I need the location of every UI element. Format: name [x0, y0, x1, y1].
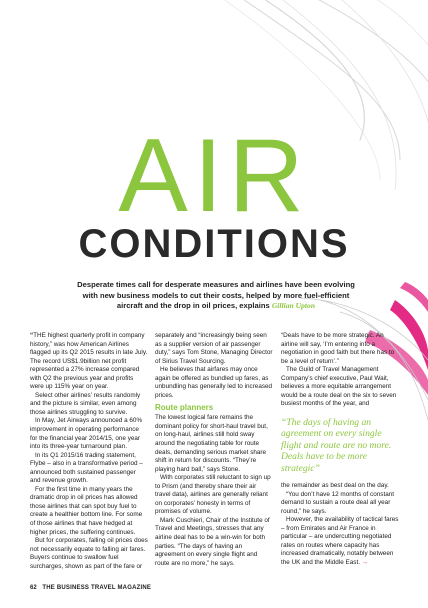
standfirst	[76, 280, 356, 312]
paragraph-text: However, the availability of tactical fares – from Emirates and Air France in particular – are undercutting negotiated rates on routes where capacity has increased dramatically, notably between the UK and the Middle East.	[281, 516, 399, 566]
dropcap-quote: “	[30, 332, 34, 339]
paragraph: The lowest logical fare remains the dominant policy for short-haul travel but, on long-haul, airlines still hold sway around the negotiating table for route deals, demanding serious market share shift in return for discounts. “They’re playing hard ball,” says Stone.	[155, 414, 268, 473]
standfirst-text: Desperate times call for desperate measures and airlines have been evolving with new business models to cut their costs, helped by more fuel-efficient aircraft and the drop in oil prices, explains	[77, 280, 355, 311]
page-footer	[30, 585, 151, 591]
paragraph: But for corporates, falling oil prices does not necessarily equate to falling air fares. Buyers continue to swallow fuel surcharges, shown as part of the fare or	[30, 537, 148, 570]
author-byline: Gillian Upton	[271, 301, 316, 311]
paragraph: the remainder as best deal on the day.	[281, 481, 389, 489]
paragraph: Select other airlines’ results randomly and the picture is similar, even among those airlines struggling to survive.	[30, 391, 141, 416]
body-column-1	[30, 332, 148, 571]
body-column-2	[155, 332, 273, 568]
paragraph: He believes that airfares may once again be offered as bundled up fares, as unbundling has generally led to increased prices.	[155, 366, 273, 399]
headline-conditions: CONDITIONS	[78, 222, 350, 266]
headline-air: AIR	[118, 118, 310, 234]
paragraph	[30, 332, 148, 392]
paragraph-text: THE highest quarterly profit in company history,” was how American Airlines flagged up its Q2 2015 results in late July. The record US$1.9billion net profit represented a 27% increase compared with Q2 the previous year and profits were up 115% year on year.	[30, 332, 148, 391]
paragraph: “Deals have to be more strategic. An airline will say, ‘I’m entering into a negotiation in good faith but there has to be a level of return’.”	[281, 332, 395, 365]
subheading: Route planners	[155, 403, 214, 413]
page-number: 62	[30, 585, 37, 591]
paragraph	[281, 516, 399, 567]
body-column-3	[281, 332, 399, 567]
paragraph: Mark Cuschieri, Chair of the Institute of Travel and Meetings, stresses that any airline deal has to be a win-win for both parties. “The days of having an agreement on every single flight and route are no more,” he says.	[155, 516, 270, 567]
paragraph: separately and “increasingly being seen as a supplier version of air passenger duty,” says Tom Stone, Managing Director of Sirius Travel Sourcing.	[155, 332, 273, 365]
continue-arrow-icon: →	[361, 558, 369, 566]
paragraph: For the first time in many years the dramatic drop in oil prices has allowed those airlines that can spot buy fuel to create a healthier bottom line. For some of those airlines that have hedged at higher prices, the suffering continues.	[30, 485, 143, 536]
paragraph: With corporates still reluctant to sign up to Prism (and thereby share their air travel data), airlines are generally reliant on corporates’ honesty in terms of promises of volume.	[155, 474, 271, 516]
paragraph: In its Q1 2015/16 trading statement, Flybe – also in a transformative period – announced both sustained passenger and revenue growth.	[30, 451, 143, 485]
pull-quote: “The days of having an agreement on every single flight and route are no more. Deals have to be more strategic”	[281, 416, 392, 474]
paragraph: The Guild of Travel Management Company’s chief executive, Paul Wait, believes a more equitable arrangement would be a route deal on the six to seven busiest months of the year, and	[281, 366, 397, 408]
paragraph: In May, Jet Airways announced a 60% improvement in operating performance for the financial year 2014/15, one year into its three-year turnaround plan.	[30, 417, 143, 451]
paragraph: “You don’t have 12 months of constant demand to sustain a route deal all year round,” he says.	[281, 490, 395, 515]
magazine-name: THE BUSINESS TRAVEL MAGAZINE	[42, 585, 152, 591]
